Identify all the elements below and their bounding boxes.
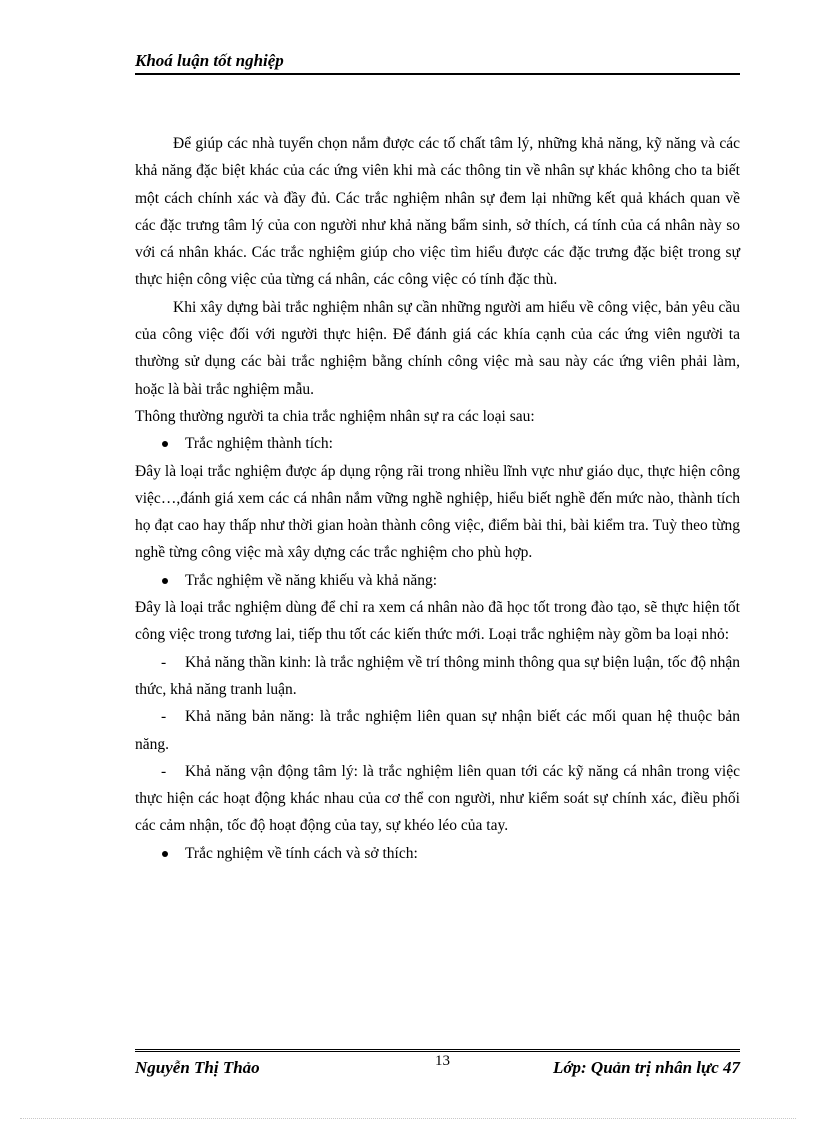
- bullet-icon: [162, 578, 168, 584]
- bullet-icon: [162, 441, 168, 447]
- dash-mark: -: [161, 708, 167, 726]
- bullet-label: Trắc nghiệm về năng khiếu và khả năng:: [185, 571, 438, 589]
- footer-author: Nguyễn Thị Thảo: [135, 1058, 260, 1077]
- bullet-item-aptitude: [135, 567, 740, 594]
- paragraph-achievement: Đây là loại trắc nghiệm được áp dụng rộng rãi trong nhiều lĩnh vực như giáo dục, thực hiện công việc…,đánh giá xem các cá nhân nắm vững nghề nghiệp, hiểu biết nghề đến mức nào, thành tích họ đạt cao hay thấp như thời gian hoàn thành công việc, điểm bài thi, bài kiểm tra. Tuỳ theo từng nghề từng công việc mà xây dựng các trắc nghiệm cho phù hợp.: [135, 462, 740, 562]
- dash-item-text: Khả năng vận động tâm lý: là trắc nghiệm liên quan tới các kỹ năng cá nhân trong việc thực hiện các hoạt động khác nhau của cơ thể con người, như kiểm soát sự chính xác, điều phối các cảm nhận, tốc độ hoạt động của tay, sự khéo léo của tay.: [135, 762, 740, 835]
- page-number: 13: [435, 1053, 450, 1069]
- page-footer: [135, 1049, 740, 1082]
- dash-item-neural: [135, 649, 740, 704]
- paragraph-intro: Để giúp các nhà tuyển chọn nắm được các tố chất tâm lý, những khả năng, kỹ năng và các khả năng đặc biệt khác của các ứng viên khi mà các thông tin về nhân sự khác không cho ta biết một cách chính xác và đầy đủ. Các trắc nghiệm nhân sự đem lại những kết quả khách quan về các đặc trưng tâm lý của con người như khả năng bẩm sinh, sở thích, cá tính của cá nhân này so với cá nhân khác. Các trắc nghiệm giúp cho việc tìm hiểu được các đặc trưng đặc biệt trong sự thực hiện công việc của từng cá nhân, các công việc có tính đặc thù.: [135, 135, 740, 289]
- dash-item-text: Khả năng bản năng: là trắc nghiệm liên quan sự nhận biết các mối quan hệ thuộc bản năng.: [135, 708, 740, 753]
- footer-class: Lớp: Quản trị nhân lực 47: [553, 1058, 740, 1077]
- bullet-label: Trắc nghiệm thành tích:: [185, 435, 333, 453]
- header-title: Khoá luận tốt nghiệp: [135, 51, 284, 70]
- dash-item-text: Khả năng thần kinh: là trắc nghiệm về trí thông minh thông qua sự biện luận, tốc độ nhận thức, khả năng tranh luận.: [135, 653, 740, 698]
- dash-mark: -: [161, 653, 167, 671]
- dash-item-psychomotor: [135, 758, 740, 840]
- dash-item-instinct: [135, 703, 740, 758]
- dash-mark: -: [161, 762, 167, 780]
- bullet-item-achievement: [135, 430, 740, 457]
- page-bottom-rule: [20, 1118, 796, 1119]
- bullet-item-personality: [135, 840, 740, 867]
- paragraph-classification: Thông thường người ta chia trắc nghiệm nhân sự ra các loại sau:: [135, 407, 535, 425]
- paragraph-test-design: Khi xây dựng bài trắc nghiệm nhân sự cần những người am hiểu về công việc, bản yêu cầu của công việc đối với người thực hiện. Để đánh giá các khía cạnh của các ứng viên người ta thường sử dụng các bài trắc nghiệm bằng chính công việc mà sau này các ứng viên phải làm, hoặc là bài trắc nghiệm mẫu.: [135, 298, 740, 398]
- bullet-label: Trắc nghiệm về tính cách và sở thích:: [185, 844, 418, 862]
- page-header: [135, 49, 740, 75]
- paragraph-aptitude: Đây là loại trắc nghiệm dùng để chỉ ra xem cá nhân nào đã học tốt trong đào tạo, sẽ thực hiện tốt công việc trong tương lai, tiếp thu tốt các kiến thức mới. Loại trắc nghiệm này gồm ba loại nhỏ:: [135, 599, 740, 644]
- body-text: [135, 130, 740, 867]
- bullet-icon: [162, 851, 168, 857]
